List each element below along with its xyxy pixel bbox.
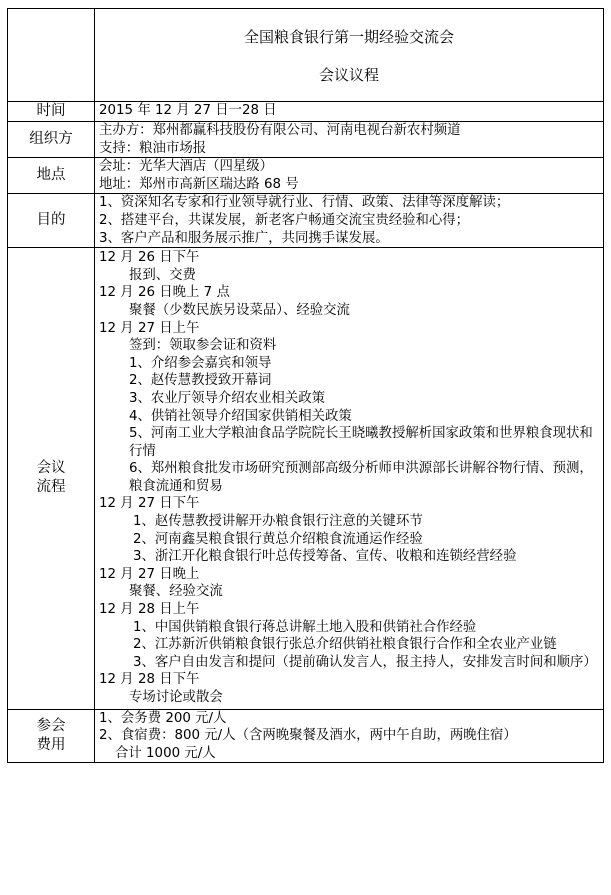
fee-label-line1: 参会 [36, 717, 66, 734]
fee-label-cell [8, 709, 95, 763]
fee-row [8, 709, 604, 763]
purpose-label: 目的 [8, 194, 95, 248]
session-item: 签到：领取参会证和资料 [129, 338, 277, 354]
agenda-row [8, 248, 604, 709]
agenda-label-line2: 流程 [36, 479, 66, 496]
session-item: 3、农业厅领导介绍农业相关政策 [129, 390, 325, 406]
organizer-label: 组织方 [8, 122, 95, 158]
time-value: 2015 年 12 月 27 日一28 日 [99, 103, 277, 118]
session-item: 聚餐、经验交流 [129, 584, 223, 600]
organizer-support: 支持：粮油市场报 [99, 140, 207, 156]
session-item: 2、赵传慧教授致开幕词 [129, 373, 272, 389]
session-item: 1、中国供销粮食银行蒋总讲解土地入股和供销社合作经验 [133, 619, 477, 635]
session-time: 12 月 27 日上午 [99, 320, 200, 336]
session-item: 1、介绍参会嘉宾和领导 [129, 355, 272, 371]
purpose-item: 3、客户产品和服务展示推广，共同携手谋发展。 [99, 230, 389, 246]
organizer-host: 主办方：郑州都赢科技股份有限公司、河南电视台新农村频道 [99, 123, 461, 138]
agenda-table [7, 8, 604, 763]
session-item: 专场讨论或散会 [129, 690, 223, 705]
location-venue: 会址：光华大酒店（四星级） [99, 159, 274, 175]
fee-value-cell [95, 709, 604, 763]
session-item: 报到、交费 [129, 267, 196, 283]
session-item: 3、浙江开化粮食银行叶总传授筹备、宣传、收粮和连锁经营经验 [133, 549, 517, 565]
header-row [8, 9, 604, 102]
agenda-label-cell [8, 248, 95, 709]
header-label-cell [8, 9, 95, 102]
session-item: 3、客户自由发言和提问（提前确认发言人，报主持人，安排发言时间和顺序） [133, 654, 597, 670]
session-item: 聚餐（少数民族另设菜品）、经验交流 [129, 302, 350, 318]
location-value-cell [95, 158, 604, 194]
time-label: 时间 [8, 102, 95, 122]
document-subtitle: 会议议程 [318, 66, 379, 84]
fee-label-line2: 费用 [36, 736, 66, 753]
session-time: 12 月 26 日晚上 7 点 [99, 285, 230, 301]
time-row [8, 102, 604, 122]
session-time: 12 月 27 日晚上 [99, 566, 200, 582]
session-item: 2、河南鑫昊粮食银行黄总介绍粮食流通运作经验 [133, 531, 423, 547]
header-cell [95, 9, 604, 102]
fee-item: 1、会务费 200 元/人 [99, 710, 227, 726]
session-item: 1、赵传慧教授讲解开办粮食银行注意的关键环节 [133, 514, 423, 530]
organizer-row [8, 122, 604, 158]
purpose-item: 1、资深知名专家和行业领导就行业、行情、政策、法律等深度解读； [99, 195, 510, 211]
session-item: 4、供销社领导介绍国家供销相关政策 [129, 408, 352, 424]
session-item: 6、郑州粮食批发市场研究预测部高级分析师申洪源部长讲解谷物行情、预测，粮食流通和贸易 [129, 461, 593, 494]
fee-total: 合计 1000 元/人 [115, 745, 216, 761]
document-title: 全国粮食银行第一期经验交流会 [243, 28, 454, 46]
session-time: 12 月 28 日下午 [99, 672, 200, 688]
session-time: 12 月 26 日下午 [99, 250, 200, 266]
time-value-cell [95, 102, 604, 122]
purpose-item: 2、搭建平台，共谋发展，新老客户畅通交流宝贵经验和心得； [99, 212, 470, 228]
purpose-value-cell [95, 194, 604, 248]
fee-item: 2、食宿费：800 元/人（含两晚聚餐及酒水，两中午自助，两晚住宿） [99, 728, 517, 744]
purpose-row [8, 194, 604, 248]
session-item: 5、河南工业大学粮油食品学院院长王晓曦教授解析国家政策和世界粮食现状和行情 [129, 426, 593, 459]
location-label: 地点 [8, 158, 95, 194]
agenda-schedule-cell [95, 248, 604, 709]
location-address: 地址：郑州市高新区瑞达路 68 号 [99, 176, 299, 192]
session-item: 2、江苏新沂供销粮食银行张总介绍供销社粮食银行合作和全农业产业链 [133, 637, 557, 653]
agenda-label-line1: 会议 [36, 460, 66, 477]
session-time: 12 月 27 日下午 [99, 496, 200, 512]
location-row [8, 158, 604, 194]
session-time: 12 月 28 日上午 [99, 602, 200, 618]
organizer-value-cell [95, 122, 604, 158]
